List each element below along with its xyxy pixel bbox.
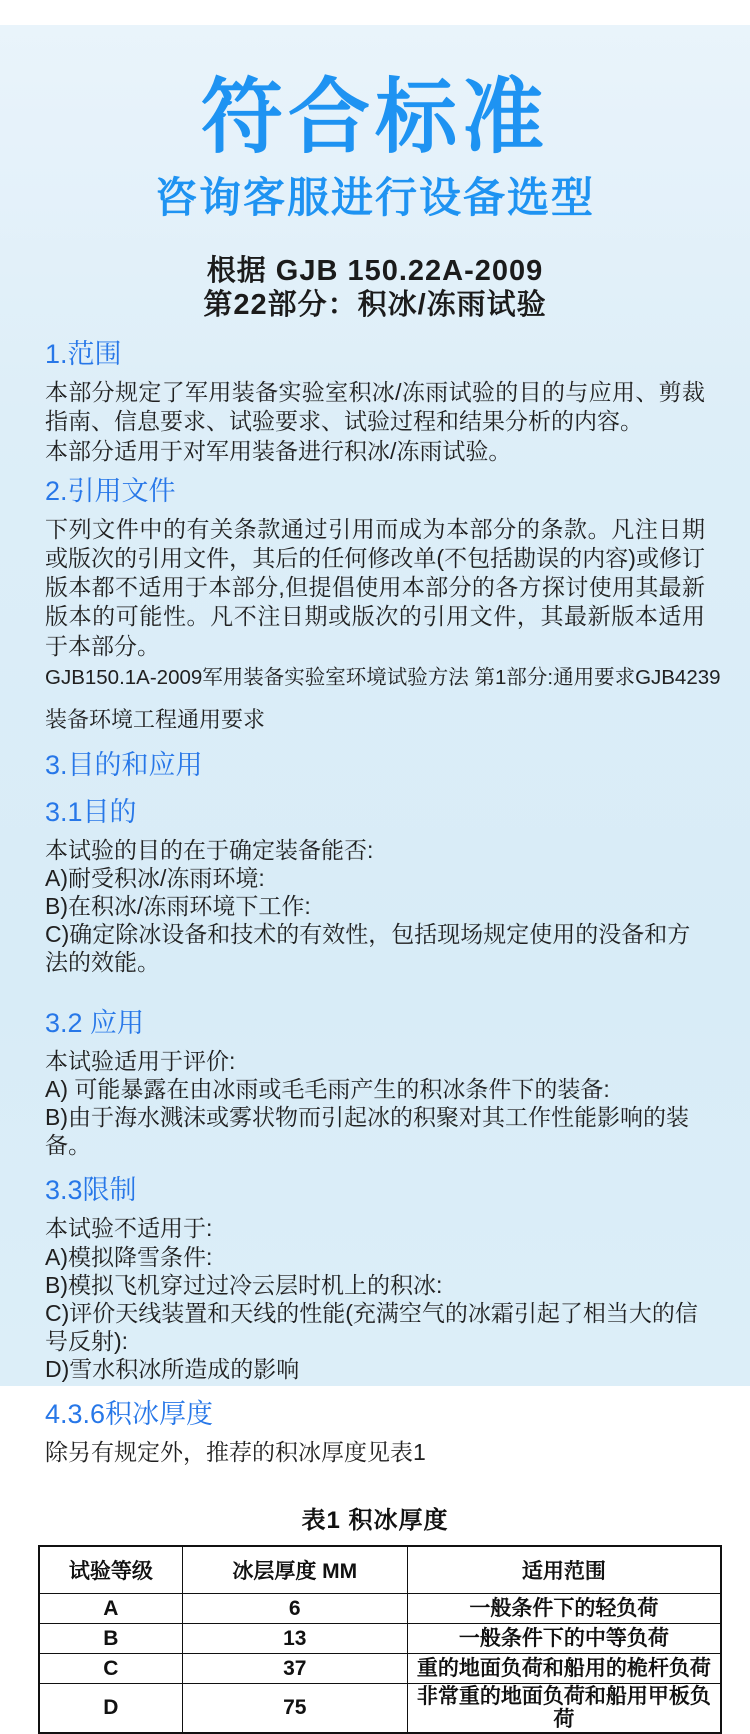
standard-line-2: 第22部分：积冰/冻雨试验 [203,289,547,322]
reference-document-line: GJB150.1A-2009军用装备实验室环境试验方法 第1部分:通用要求GJB4239 [45,665,721,689]
cell-range: 重的地面负荷和船用的桅杆负荷 [407,1653,721,1683]
application-intro: 本试验适用于评价: [45,1048,236,1075]
table-row [39,1653,721,1683]
cell-grade: C [39,1653,182,1683]
section-heading-limits: 3.3限制 [45,1175,137,1206]
reference-document-line-2: 装备环境工程通用要求 [45,707,266,733]
table-row [39,1683,721,1733]
cell-range: 非常重的地面负荷和船用甲板负荷 [407,1683,721,1733]
section-heading-references: 2.引用文件 [45,475,176,506]
purpose-item-c: C)确定除冰设备和技术的有效性，包括现场规定使用的没备和方法的效能。 [45,921,691,976]
top-white-strip [0,0,750,25]
purpose-item-b: B)在积冰/冻雨环境下工作: [45,893,311,920]
scope-paragraph-2: 本部分适用于对军用装备进行积冰/冻雨试验。 [45,437,512,464]
header-applicable-range: 适用范围 [407,1546,721,1594]
limits-intro: 本试验不适用于: [45,1215,213,1242]
page-title: 符合标准 [200,72,549,163]
ice-thickness-table [38,1545,722,1734]
table-caption: 表1 积冰厚度 [301,1506,449,1534]
section-heading-scope: 1.范围 [45,339,122,370]
standard-line-1: 根据 GJB 150.22A-2009 [206,255,544,288]
application-item-a: A) 可能暴露在由冰雨或毛毛雨产生的积冰条件下的装备: [45,1076,610,1103]
table-row [39,1623,721,1653]
cell-grade: D [39,1683,182,1733]
purpose-item-a: A)耐受积冰/冻雨环境: [45,865,265,892]
section-heading-purpose: 3.1目的 [45,796,137,827]
document-body [0,323,750,1734]
references-paragraph: 下列文件中的有关条款通过引用而成为本部分的条款。凡注日期或版次的引用文件，其后的任何修改单(不包括勘误的内容)或修订版本都不适用于本部分,但提倡使用本部分的各方探讨使用其最新版本的可能性。凡不注日期或版次的引用文件，其最新版本适用于本部分。 [45,515,705,659]
scope-paragraph-1: 本部分规定了军用装备实验室积冰/冻雨试验的目的与应用、剪裁指南、信息要求、试验要求、试验过程和结果分析的内容。 [45,379,705,435]
cell-thickness: 13 [182,1623,407,1653]
table-header-row [39,1546,721,1594]
cell-thickness: 37 [182,1653,407,1683]
cell-thickness: 6 [182,1593,407,1623]
cell-grade: A [39,1593,182,1623]
limits-item-b: B)模拟飞机穿过过冷云层时机上的积冰: [45,1271,443,1298]
limits-item-a: A)模拟降雪条件: [45,1243,213,1270]
limits-item-d: D)雪水积冰所造成的影响 [45,1355,300,1382]
section-heading-purpose-and-application: 3.目的和应用 [45,749,203,780]
cell-grade: B [39,1623,182,1653]
section-heading-application: 3.2 应用 [45,1008,145,1039]
page-subtitle: 咨询客服进行设备选型 [154,174,595,222]
hero-block [0,72,750,323]
table-row [39,1593,721,1623]
header-ice-thickness-mm: 冰层厚度 MM [182,1546,407,1594]
cell-range: 一般条件下的轻负荷 [407,1593,721,1623]
header-test-grade: 试验等级 [39,1546,182,1594]
ice-thickness-intro: 除另有规定外，推荐的积冰厚度见表1 [45,1438,426,1465]
limits-item-c: C)评价天线装置和天线的性能(充满空气的冰霜引起了相当大的信号反射): [45,1299,698,1354]
cell-range: 一般条件下的中等负荷 [407,1623,721,1653]
standard-reference [0,255,750,323]
purpose-intro: 本试验的目的在于确定装备能否: [45,836,374,863]
section-heading-ice-thickness: 4.3.6积冰厚度 [45,1398,214,1429]
cell-thickness: 75 [182,1683,407,1733]
application-item-b: B)由于海水溅沫或雾状物而引起冰的积聚对其工作性能影响的装备。 [45,1104,689,1159]
